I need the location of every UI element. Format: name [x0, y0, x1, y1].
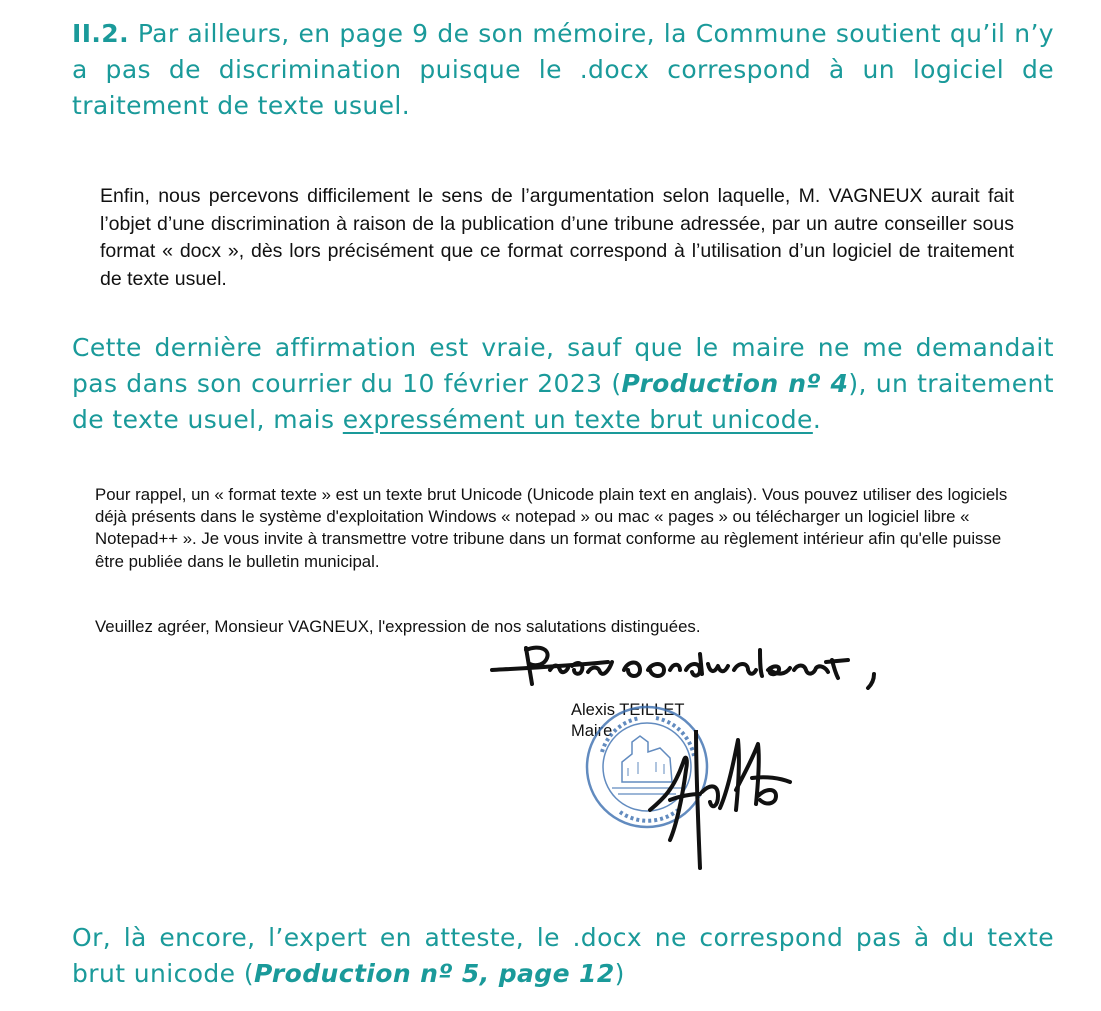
conclusion-text-end: ) [614, 959, 625, 988]
rebuttal-text-end: . [812, 405, 822, 434]
production-4-reference: Production nº 4 [621, 369, 849, 398]
signer-name: Alexis TEILLET [571, 701, 685, 719]
signer-title: Maire [571, 722, 613, 740]
rebuttal-paragraph [72, 330, 1054, 438]
section-text: Par ailleurs, en page 9 de son mémoire, la Commune soutient qu’il n’y a pas de discrimination puisque le .docx correspond à un logiciel de traitement de texte usuel. [72, 19, 1054, 120]
letter-excerpt-body: Pour rappel, un « format texte » est un texte brut Unicode (Unicode plain text en anglais). Vous pouvez utiliser des logiciels déjà présents dans le système d'exploitation Windows « notepad » ou mac « pages » ou télécharger un logiciel libre « Notepad++ ». Je vous invite à transmettre votre tribune dans un format conforme au règlement intérieur afin qu'elle puisse être publiée dans le bulletin municipal. [95, 485, 1008, 571]
section-paragraph [72, 16, 1054, 124]
handwritten-salutation [488, 640, 888, 690]
section-number: II.2. [72, 19, 129, 48]
conclusion-text-start: Or, là encore, l’expert en atteste, le .docx ne correspond pas à du texte brut unicode ( [72, 923, 1054, 988]
handwritten-signature [640, 730, 810, 870]
conclusion-paragraph [72, 920, 1054, 992]
letter-closing: Veuillez agréer, Monsieur VAGNEUX, l'expression de nos salutations distinguées. [95, 617, 701, 636]
quoted-excerpt-memoire: Enfin, nous percevons difficilement le sens de l’argumentation selon laquelle, M. VAGNEUX aurait fait l’objet d’une discrimination à raison de la publication d’une tribune adressée, par un autre conseiller sous format « docx », dès lors précisément que ce format correspond à l’utilisation d’un logiciel de traitement de texte usuel. [100, 185, 1014, 290]
production-5-reference: Production nº 5, page 12 [253, 959, 615, 988]
underlined-emphasis: expressément un texte brut unicode [342, 405, 813, 434]
rebuttal-text-middle: ), un traitement de texte usuel, mais [72, 369, 1054, 434]
rebuttal-text-start: Cette dernière affirmation est vraie, sauf que le maire ne me demandait pas dans son courrier du 10 février 2023 ( [72, 333, 1054, 398]
